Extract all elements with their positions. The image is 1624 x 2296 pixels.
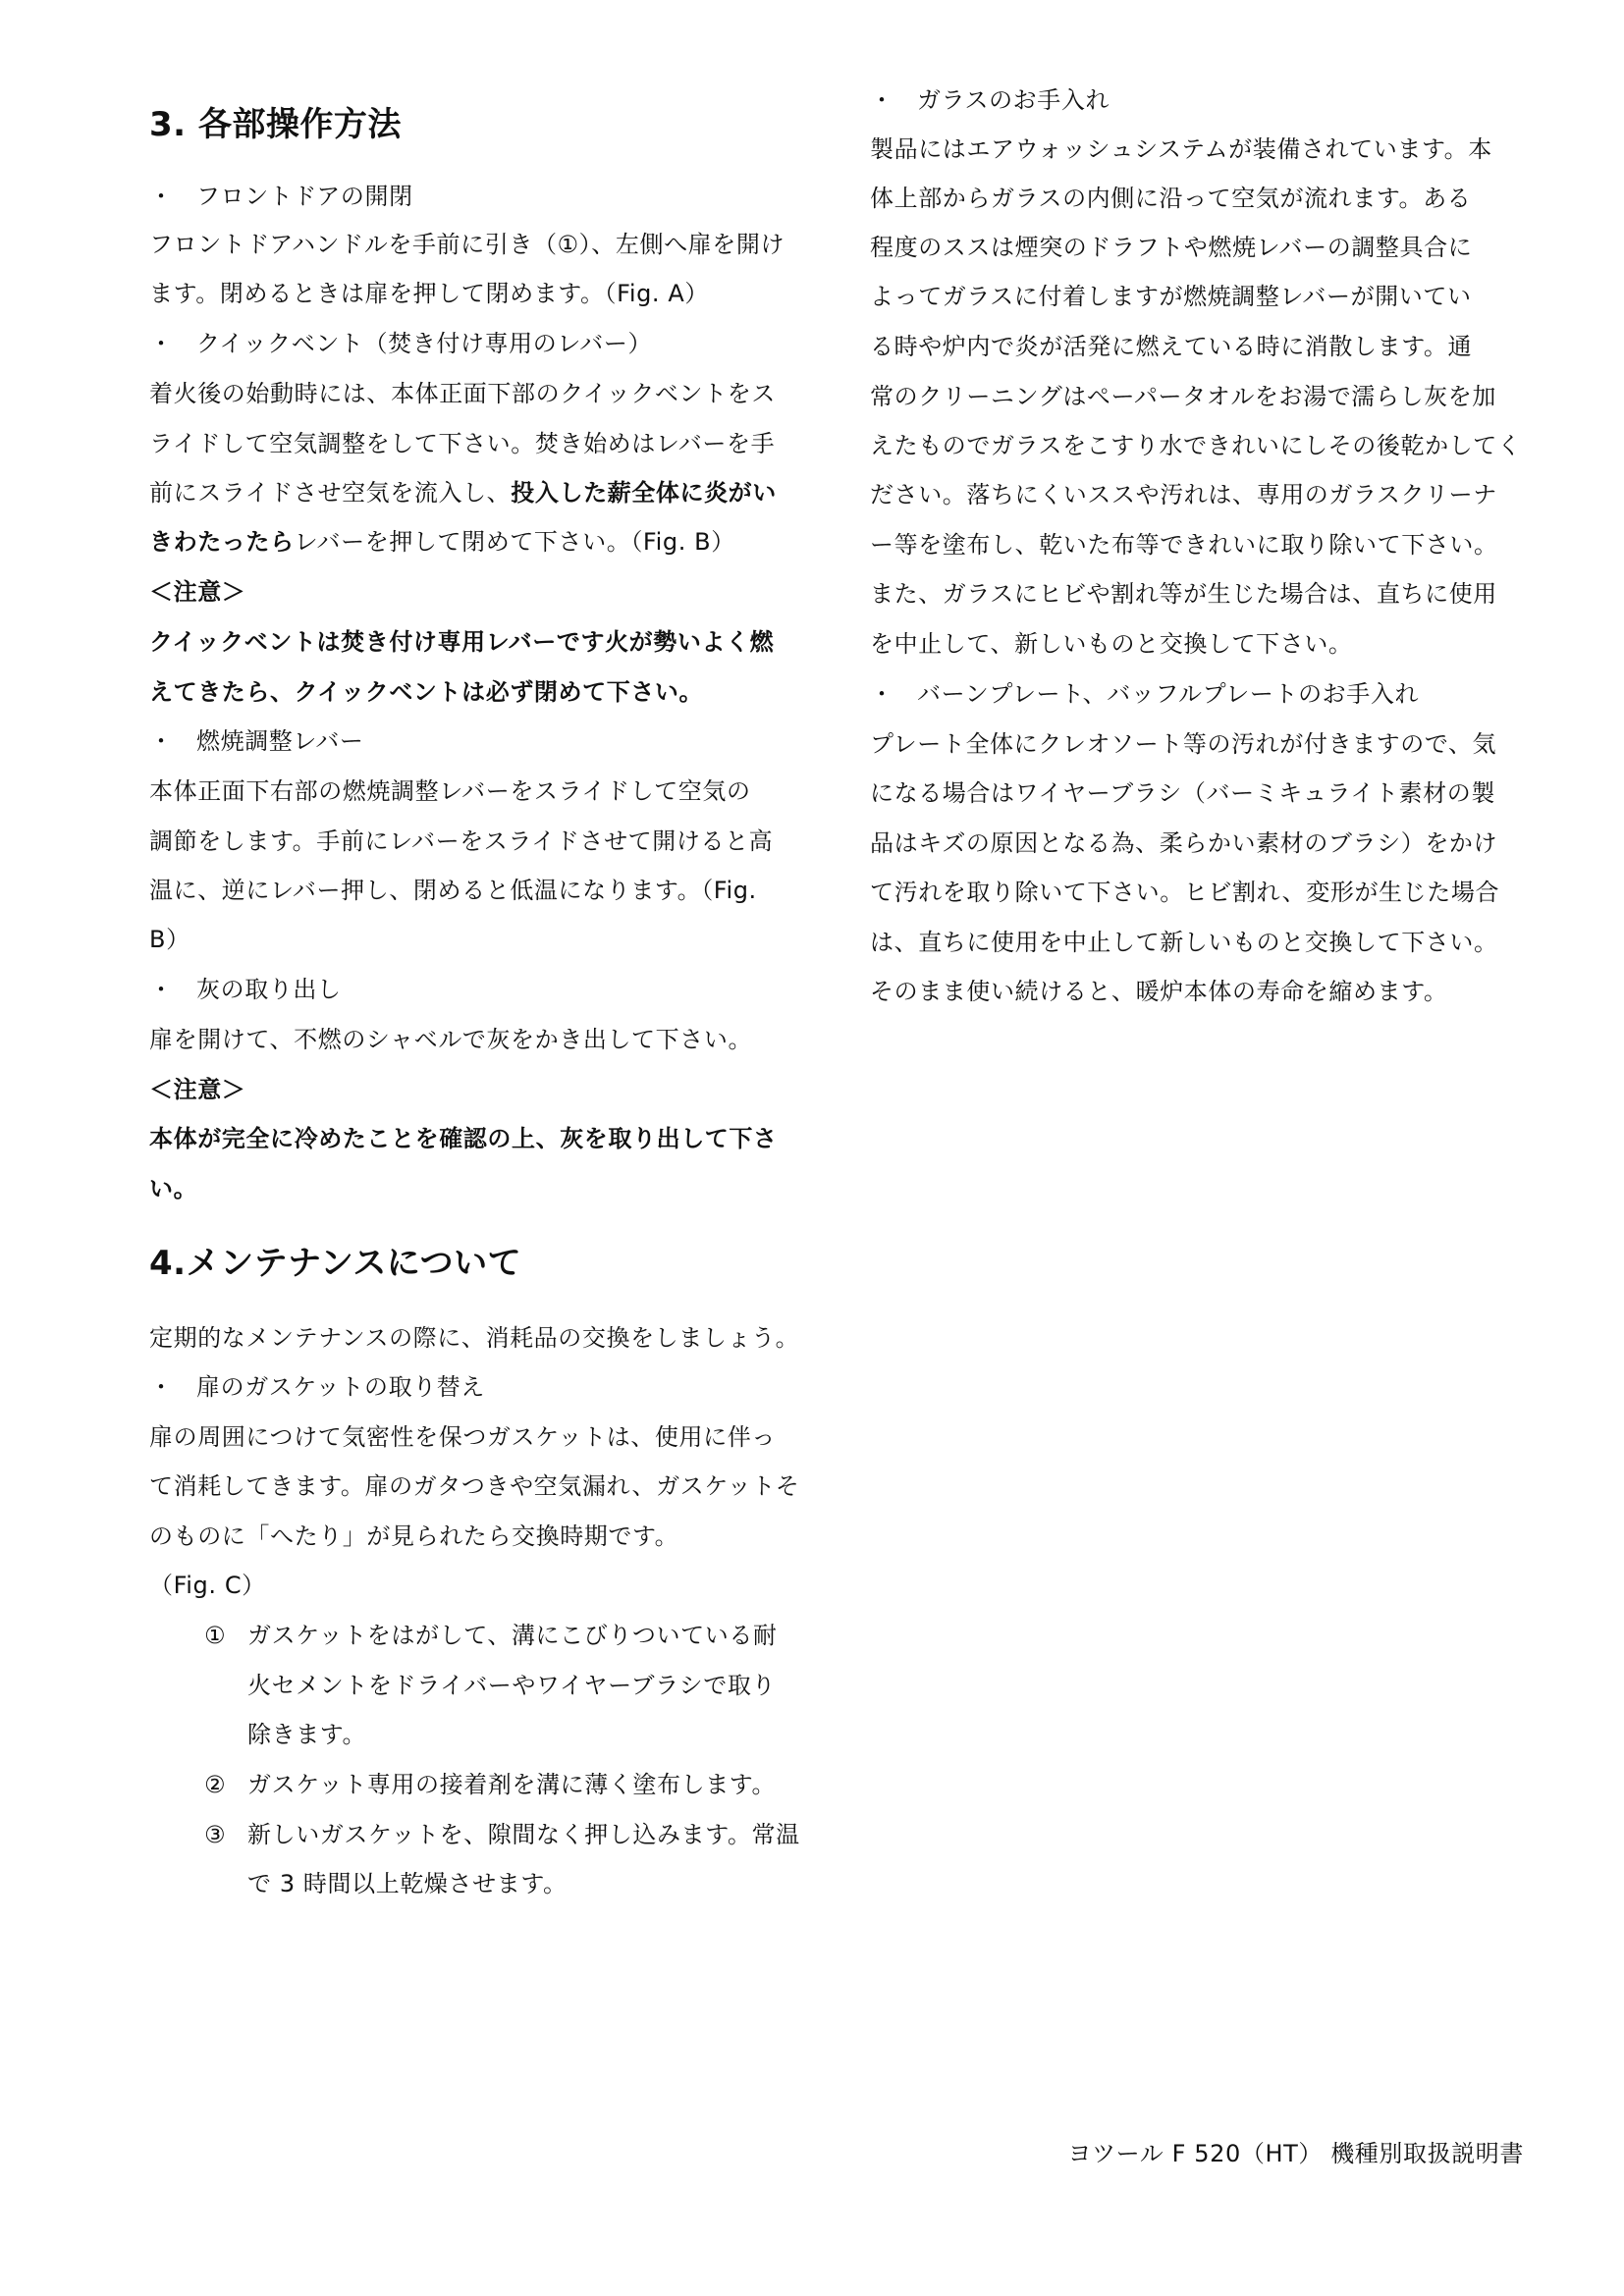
gasket-step-cont: 除きます。 — [247, 1721, 367, 1748]
gasket-step: ③ 新しいガスケットを、隙間なく押し込みます。常温 — [204, 1821, 800, 1848]
quick-vent-line: きわたったらレバーを押して閉めて下さい。（Fig. B） — [149, 528, 735, 556]
plates-heading: ・ バーンプレート、バッフルプレートのお手入れ — [870, 680, 1420, 708]
glass-line: 体上部からガラスの内側に沿って空気が流れます。ある — [870, 185, 1472, 212]
gasket-line: て消耗してきます。扉のガタつきや空気漏れ、ガスケットそ — [149, 1472, 800, 1500]
glass-line: また、ガラスにヒビや割れ等が生じた場合は、直ちに使用 — [870, 580, 1497, 608]
glass-line: 製品にはエアウォッシュシステムが装備されています。本 — [870, 135, 1492, 163]
gasket-step: ① ガスケットをはがして、溝にこびりついている耐 — [204, 1622, 778, 1649]
glass-line: を中止して、新しいものと交換して下さい。 — [870, 630, 1353, 658]
caution-text: い。 — [149, 1175, 198, 1202]
plates-line: プレート全体にクレオソート等の汚れが付きますので、気 — [870, 730, 1497, 758]
glass-line: る時や炉内で炎が活発に燃えている時に消散します。通 — [870, 333, 1473, 360]
front-door-line: ます。閉めるときは扉を押して閉めます。（Fig. A） — [149, 280, 709, 307]
section4-intro: 定期的なメンテナンスの際に、消耗品の交換をしましょう。 — [149, 1324, 800, 1352]
glass-line: えたものでガラスをこすり水できれいにしその後乾かしてく — [870, 432, 1522, 459]
gasket-line: （Fig. C） — [149, 1572, 266, 1599]
glass-heading: ・ ガラスのお手入れ — [870, 86, 1110, 114]
gasket-step-cont: 火セメントをドライバーやワイヤーブラシで取り — [247, 1672, 777, 1699]
ash-removal-heading: ・ 灰の取り出し — [149, 976, 342, 1003]
front-door-line: フロントドアハンドルを手前に引き（①）、左側へ扉を開け — [149, 231, 785, 258]
combustion-lever-line: 温に、逆にレバー押し、閉めると低温になります。（Fig. — [149, 877, 757, 904]
glass-line: ー等を塗布し、乾いた布等できれいに取り除いて下さい。 — [870, 531, 1498, 559]
plates-line: 品はキズの原因となる為、柔らかい素材のブラシ）をかけ — [870, 829, 1498, 857]
ash-removal-line: 扉を開けて、不燃のシャベルで灰をかき出して下さい。 — [149, 1026, 753, 1053]
glass-line: ださい。落ちにくいススや汚れは、専用のガラスクリーナ — [870, 481, 1497, 508]
caution-text: えてきたら、クイックベントは必ず閉めて下さい。 — [149, 678, 704, 706]
quick-vent-line: ライドして空気調整をして下さい。焚き始めはレバーを手 — [149, 430, 776, 457]
caution-label: ＜注意＞ — [149, 578, 246, 606]
combustion-lever-line: B） — [149, 926, 190, 953]
quick-vent-line: 前にスライドさせ空気を流入し、投入した薪全体に炎がい — [149, 479, 777, 507]
gasket-heading: ・ 扉のガスケットの取り替え — [149, 1373, 485, 1401]
caution-label: ＜注意＞ — [149, 1076, 246, 1103]
glass-line: 常のクリーニングはペーパータオルをお湯で濡らし灰を加 — [870, 383, 1496, 410]
glass-line: よってガラスに付着しますが燃焼調整レバーが開いてい — [870, 283, 1472, 310]
plates-line: は、直ちに使用を中止して新しいものと交換して下さい。 — [870, 929, 1498, 956]
caution-text: クイックベントは焚き付け専用レバーです火が勢いよく燃 — [149, 628, 775, 656]
quick-vent-line: 着火後の始動時には、本体正面下部のクイックベントをス — [149, 380, 776, 407]
page-footer: ヨツール F 520（HT） 機種別取扱説明書 — [1067, 2140, 1524, 2167]
plates-line: て汚れを取り除いて下さい。ヒビ割れ、変形が生じた場合 — [870, 879, 1500, 906]
combustion-lever-heading: ・ 燃焼調整レバー — [149, 727, 364, 755]
front-door-heading: ・ フロントドアの開閉 — [149, 183, 413, 210]
caution-text: 本体が完全に冷めたことを確認の上、灰を取り出して下さ — [149, 1125, 778, 1152]
plates-line: になる場合はワイヤーブラシ（バーミキュライト素材の製 — [870, 779, 1495, 807]
section3-title: 3. 各部操作方法 — [149, 105, 402, 144]
combustion-lever-line: 調節をします。手前にレバーをスライドさせて開けると高 — [149, 828, 774, 855]
combustion-lever-line: 本体正面下右部の燃焼調整レバーをスライドして空気の — [149, 777, 751, 805]
gasket-step: ② ガスケット専用の接着剤を溝に薄く塗布します。 — [204, 1771, 777, 1798]
section4-title: 4.メンテナンスについて — [149, 1244, 522, 1283]
gasket-step-cont: で 3 時間以上乾燥させます。 — [247, 1870, 568, 1897]
gasket-line: のものに「へたり」が見られたら交換時期です。 — [149, 1522, 679, 1550]
glass-line: 程度のススは煙突のドラフトや燃焼レバーの調整具合に — [870, 234, 1473, 261]
plates-line: そのまま使い続けると、暖炉本体の寿命を縮めます。 — [870, 978, 1448, 1005]
quick-vent-heading: ・ クイックベント（焚き付け専用のレバー） — [149, 330, 653, 357]
gasket-line: 扉の周囲につけて気密性を保つガスケットは、使用に伴っ — [149, 1423, 776, 1451]
